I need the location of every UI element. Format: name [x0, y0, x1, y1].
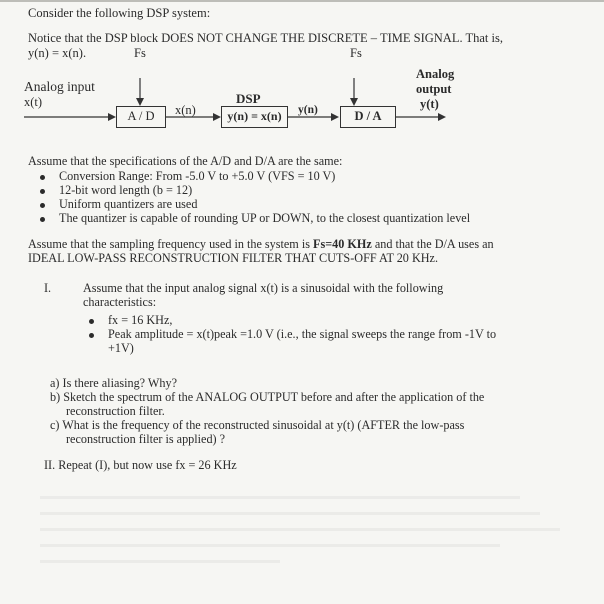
- xn-arrowhead: [213, 113, 221, 121]
- spec-item-text: 12-bit word length (b = 12): [59, 183, 193, 197]
- sampling-text-post: and that the D/A uses an: [371, 237, 494, 251]
- xn-label: x(n): [175, 103, 196, 117]
- bullet-icon: [40, 189, 45, 194]
- ad-converter-box: A / D: [116, 106, 166, 128]
- dsp-box: y(n) = x(n): [221, 106, 288, 128]
- top-rule: [0, 0, 604, 2]
- yn-label: y(n): [298, 104, 318, 116]
- question-b-line-1: b) Sketch the spectrum of the ANALOG OUTPUT before and after the application of the: [50, 390, 485, 404]
- bullet-icon: [40, 217, 45, 222]
- fs-arrowhead-da: [350, 98, 358, 106]
- part1-numeral: I.: [44, 281, 52, 295]
- sampling-text: Assume that the sampling frequency used in the system is: [28, 237, 314, 251]
- sampling-frequency: Fs=40 KHz: [313, 237, 372, 251]
- question-a: a) Is there aliasing? Why?: [50, 376, 178, 390]
- part1-bullet-2: [89, 327, 496, 341]
- spec-item: [40, 211, 470, 225]
- fs-arrowhead-ad: [136, 98, 144, 106]
- bullet-icon: [40, 203, 45, 208]
- part2-text: II. Repeat (I), but now use fx = 26 KHz: [44, 458, 237, 472]
- analog-output-label-1: Analog: [416, 67, 455, 81]
- paper-bleedthrough: [40, 480, 580, 590]
- bullet-text: Peak amplitude = x(t)peak =1.0 V (i.e., the signal sweeps the range from -1V to: [108, 327, 497, 341]
- fs-right-label: Fs: [350, 46, 362, 60]
- specs-intro: Assume that the specifications of the A/D and D/A are the same:: [28, 154, 343, 168]
- part1-line-2: characteristics:: [83, 295, 157, 309]
- spec-item-text: Uniform quantizers are used: [59, 197, 198, 211]
- question-c-line-1: c) What is the frequency of the reconstructed sinusoidal at y(t) (AFTER the low-pass: [50, 418, 465, 432]
- spec-item-text: The quantizer is capable of rounding UP or DOWN, to the closest quantization level: [59, 211, 471, 225]
- analog-output-signal: y(t): [420, 97, 439, 111]
- bullet-icon: [40, 175, 45, 180]
- analog-input-signal: x(t): [24, 95, 43, 109]
- dsp-title: DSP: [236, 91, 261, 106]
- dsp-system-diagram: [0, 60, 604, 135]
- bullet-icon: [89, 333, 94, 338]
- output-arrowhead: [438, 113, 446, 121]
- notice-line-2: y(n) = x(n).: [28, 46, 87, 60]
- part1-line-1: Assume that the input analog signal x(t) is a sinusoidal with the following: [83, 281, 444, 295]
- part1-bullet-1: [89, 313, 172, 327]
- intro-text: Consider the following DSP system:: [28, 6, 211, 20]
- fs-left-label: Fs: [134, 46, 146, 60]
- notice-line-1: Notice that the DSP block DOES NOT CHANGE THE DISCRETE – TIME SIGNAL. That is,: [28, 31, 503, 45]
- spec-item: [40, 197, 197, 211]
- question-c-line-2: reconstruction filter is applied) ?: [66, 432, 226, 446]
- yn-arrowhead: [331, 113, 339, 121]
- analog-output-label-2: output: [416, 82, 452, 96]
- input-arrowhead: [108, 113, 116, 121]
- sampling-line-2: IDEAL LOW-PASS RECONSTRUCTION FILTER THAT CUTS-OFF AT 20 KHz.: [28, 251, 439, 265]
- bullet-icon: [89, 319, 94, 324]
- analog-input-label: Analog input: [24, 79, 95, 94]
- sampling-line-1: [28, 237, 494, 252]
- bullet-text: fx = 16 KHz,: [108, 313, 173, 327]
- part1-bullet-2-cont: +1V): [108, 341, 134, 355]
- da-converter-box: D / A: [340, 106, 396, 128]
- spec-item: [40, 169, 335, 183]
- spec-item: [40, 183, 192, 197]
- spec-item-text: Conversion Range: From -5.0 V to +5.0 V (VFS = 10 V): [59, 169, 336, 183]
- question-b-line-2: reconstruction filter.: [66, 404, 165, 418]
